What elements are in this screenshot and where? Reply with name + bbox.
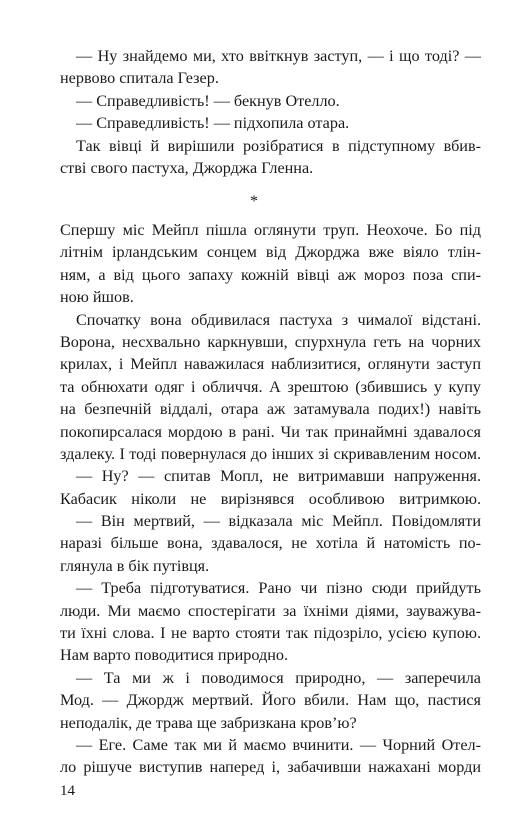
text-line: на безпечній віддалі, отара аж затамувала подих!) навіть [60, 400, 481, 419]
text-line: нервово спитала Гезер. [60, 69, 219, 88]
text-line: ням, а від цього запаху кожній вівці аж мороз поза спи- [60, 265, 481, 284]
text-line: стві свого пастуха, Джорджа Гленна. [60, 158, 314, 177]
text-line: — Треба підготуватися. Рано чи пізно сюди прийдуть [76, 579, 481, 598]
text-line: люди. Ми маємо спостерігати за їхніми діями, зауважува- [60, 601, 481, 620]
text-line: Ворона, несхвально каркнувши, спурхнула геть на чорних [60, 332, 481, 351]
text-line: літнім ірландським сонцем від Джорджа вже віяло тлін- [60, 243, 481, 262]
text-line: — Ну знайдемо ми, хто ввіткнув заступ, — і що тоді? — [76, 47, 481, 65]
text-line: ло рішуче виступив наперед і, забачивши нажахані морди [60, 758, 481, 777]
section-separator: * [250, 193, 258, 210]
text-line: ною йшов. [60, 288, 134, 307]
text-line: та обнюхати одяг і обличчя. А зрештою (збившись у купу [60, 377, 481, 396]
text-line: глянула в бік путівця. [60, 556, 210, 575]
text-block-bottom [60, 219, 481, 779]
text-line: Нам варто поводитися природно. [60, 646, 289, 665]
text-line: — Ну? — спитав Мопл, не витримавши напруження. [76, 467, 481, 486]
text-line: Спершу міс Мейпл пішла оглянути труп. Неохоче. Бо під [60, 221, 481, 239]
text-block-top [60, 45, 481, 179]
text-line: наразі більше вона, здавалося, не хотіла й натомість по- [60, 534, 481, 553]
text-line: — Він мертвий, — відказала міс Мейпл. Повідомляти [76, 512, 481, 531]
page-number: 14 [60, 783, 75, 799]
text-line: — Справедливість! — підхопила отара. [76, 114, 350, 133]
text-line: — Та ми ж і поводимося природно, — заперечила [76, 668, 481, 687]
text-line: Так вівці й вирішили розібратися в підступному вбив- [76, 136, 481, 155]
text-line: Мод. — Джордж мертвий. Його вбили. Нам що, пастися [60, 691, 481, 710]
text-line: покопирсалася мордою в рані. Чи так принаймні здавалося [60, 422, 481, 441]
text-line: Кабасик ніколи не вирізнявся особливою витримкою. [60, 489, 481, 508]
text-line: — Еге. Саме так ми й маємо вчинити. — Чорний Отел- [76, 735, 481, 754]
text-line: — Справедливість! — бекнув Отелло. [76, 91, 340, 110]
text-line: крилах, і Мейпл наважилася наблизитися, оглянути заступ [60, 355, 481, 374]
text-line: неподалік, де трава ще забризкана кров’ю? [60, 713, 357, 732]
text-line: ти їхні слова. І не варто стояти так підозріло, усією купою. [60, 624, 481, 643]
text-line: Спочатку вона обдивилася пастуха з чималої відстані. [76, 310, 481, 329]
text-line: здалеку. І тоді повернулася до інших зі скривавленим носом. [60, 444, 481, 463]
